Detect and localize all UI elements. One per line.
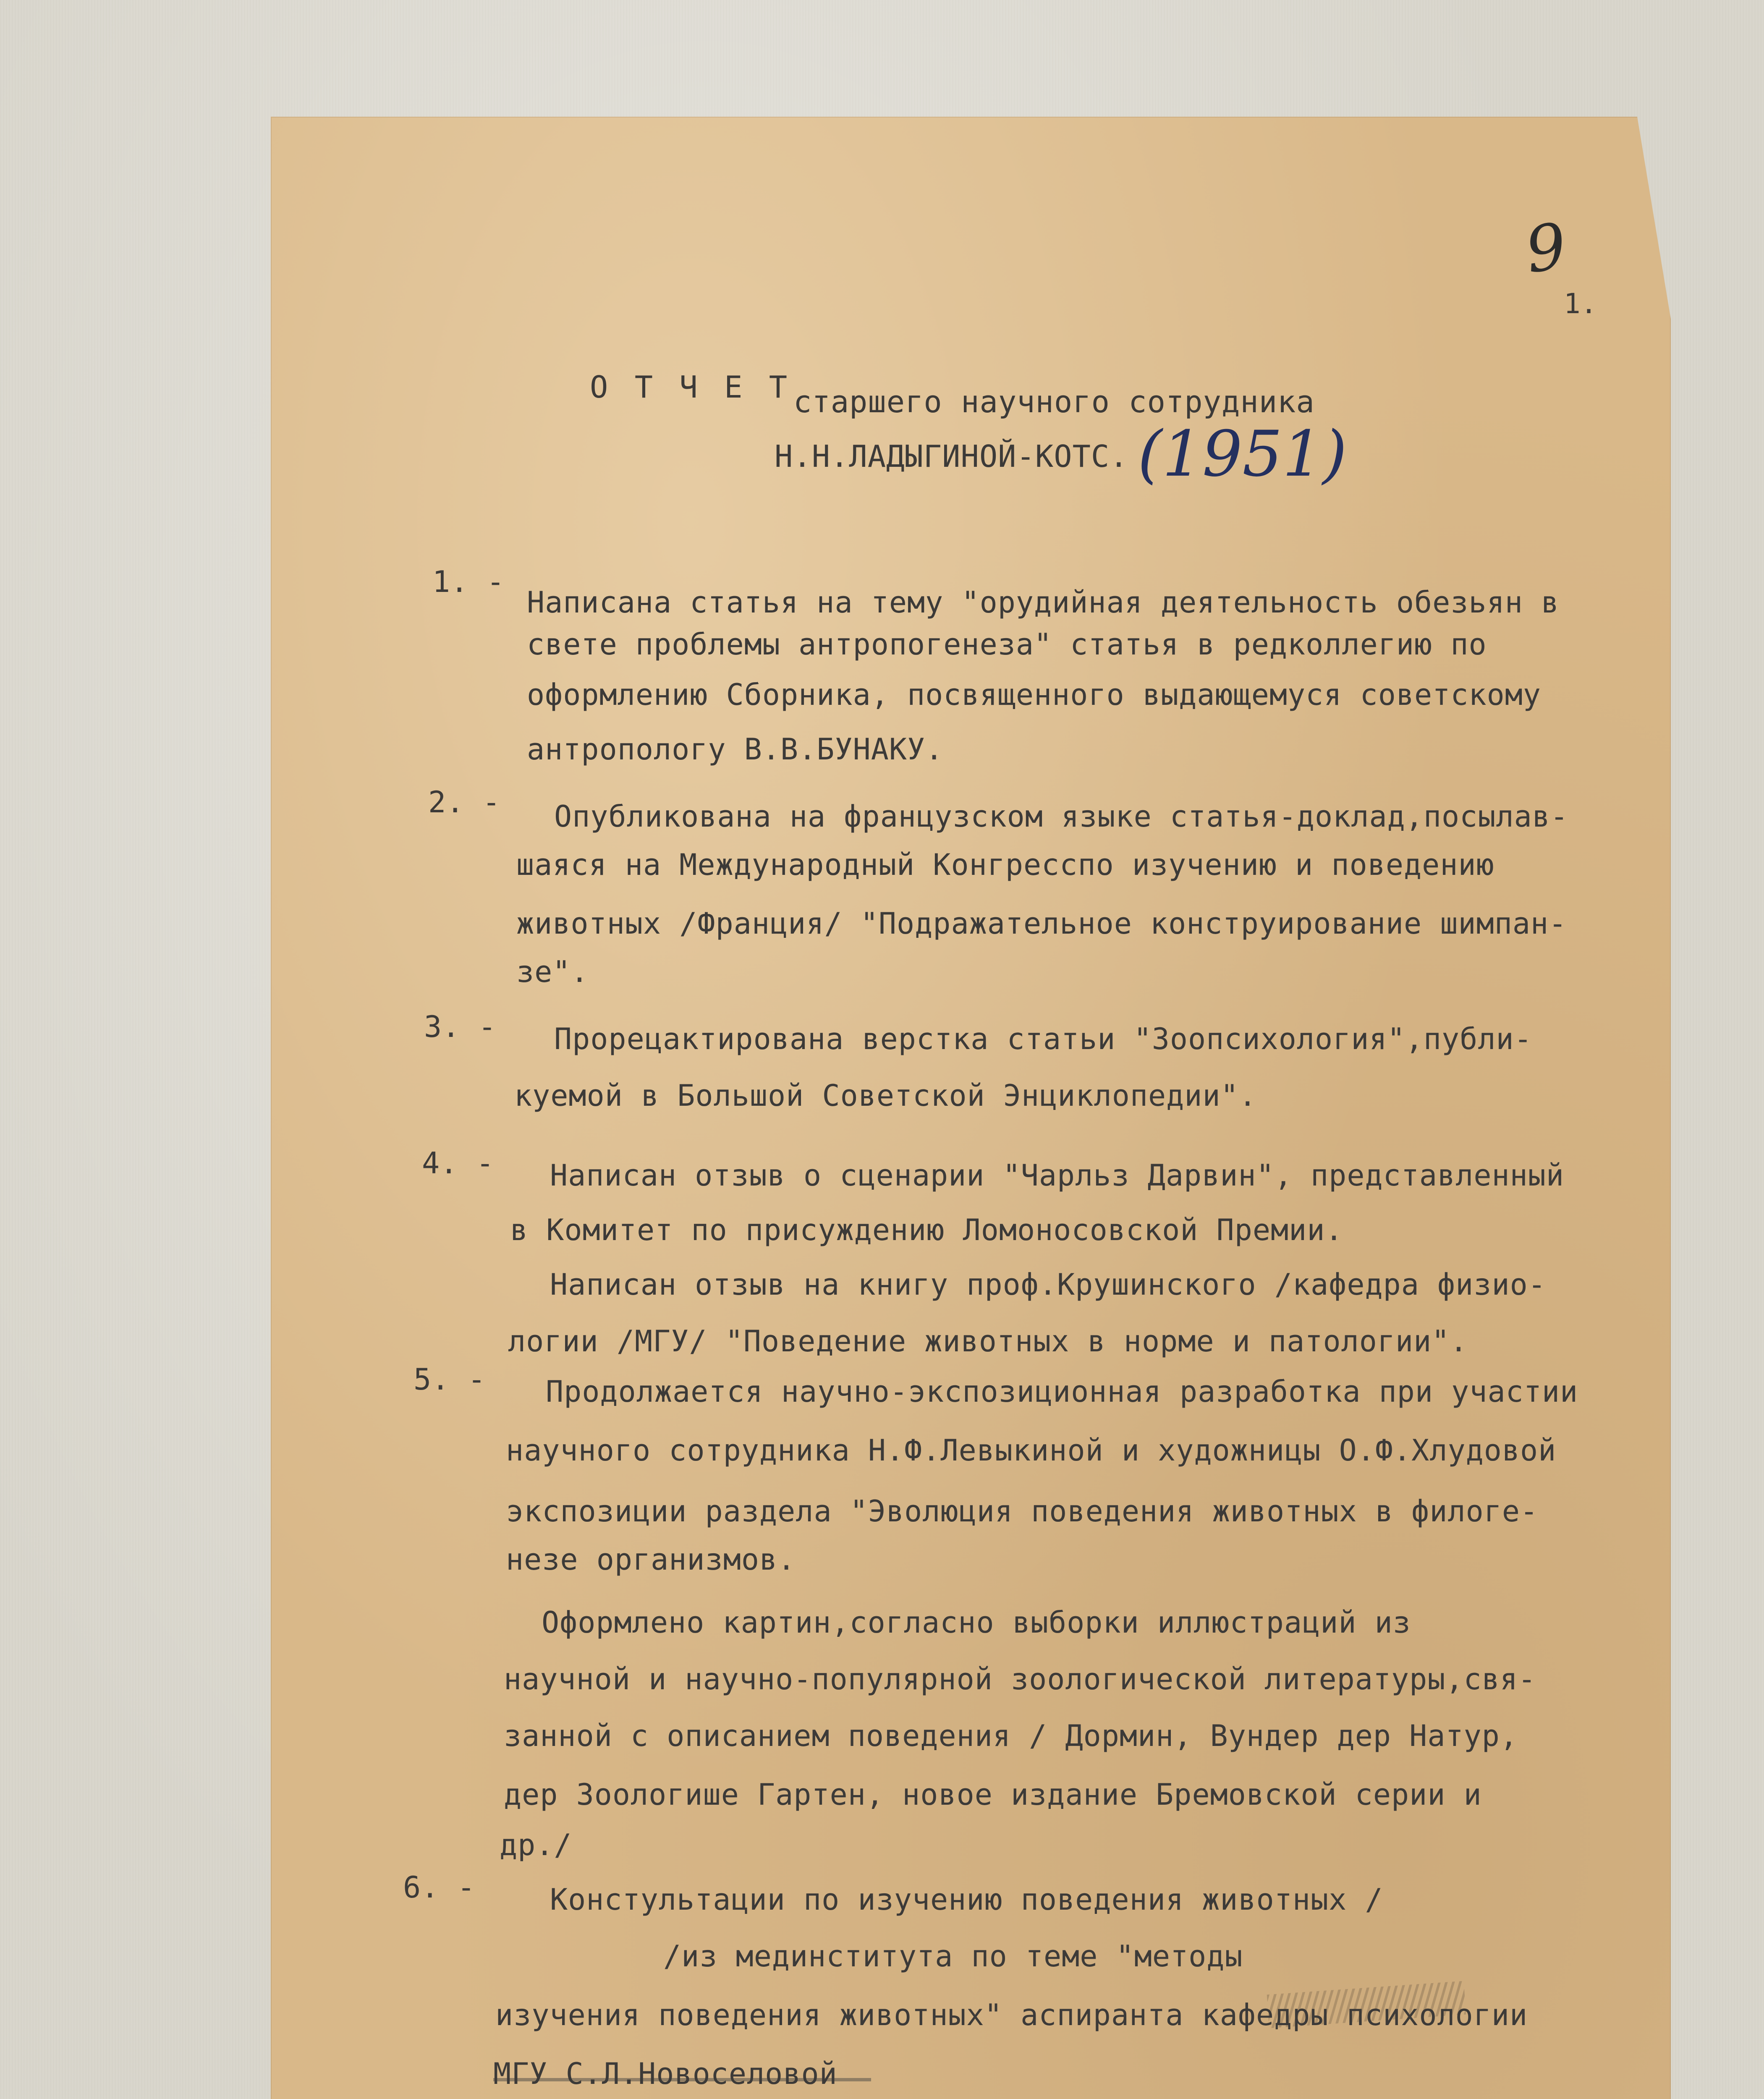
item-2-line-4: зе". [516,955,589,989]
item-1-line-4: антропологу В.В.БУНАКУ. [527,732,944,767]
item-6-number: 6. - [403,1870,476,1905]
item-4-number: 4. - [422,1146,495,1180]
item-2-line-1: Опубликована на французском языке статья-доклад,посылав- [554,799,1569,834]
item-4-line-1: Написан отзыв о сценарии "Чарльз Дарвин", представленный [550,1158,1565,1193]
item-3-line-2: куемой в Большой Советской Энциклопедии". [514,1078,1257,1113]
item-5-number: 5. - [414,1362,486,1397]
item-2-line-2: шаяся на Международный Конгресспо изучению и поведению [516,848,1494,882]
item-1-line-3: оформлению Сборника, посвященного выдающемуся советскому [527,678,1542,712]
item-5-line-7: занной с описанием поведения / Дормин, Вундер дер Натур, [504,1719,1518,1753]
handwritten-year: (1951) [1138,418,1347,491]
item-5-line-3: экспозиции раздела "Эволюция поведения животных в филоге- [506,1494,1539,1528]
item-5-line-4: незе организмов. [506,1542,796,1577]
title-report-word: О Т Ч Е Т [590,369,792,405]
folio-number: 9 [1521,209,1571,288]
item-4-line-3: Написан отзыв на книгу проф.Крушинского /кафедра физио- [550,1267,1546,1302]
item-5-line-2: научного сотрудника Н.Ф.Левыкиной и художницы О.Ф.Хлудовой [506,1433,1557,1468]
item-3-number: 3. - [424,1010,497,1044]
item-6-line-1: Констультации по изучению поведения животных / [550,1882,1383,1917]
title-name: Н.Н.ЛАДЫГИНОЙ-КОТС. [775,439,1128,474]
item-6-line-3: изучения поведения животных" аспиранта кафедры психологии [495,1998,1528,2032]
item-6-line-4: МГУ С.Л.Новоселовой [493,2057,838,2091]
item-5-line-6: научной и научно-популярной зоологической литературы,свя- [504,1662,1536,1696]
item-4-line-4: логии /МГУ/ "Поведение животных в норме и патологии". [508,1324,1468,1358]
item-1-line-1: Написана статья на тему "орудийная деятельность обезьян в [527,585,1560,620]
item-5-line-1: Продолжается научно-экспозиционная разработка при участии [546,1374,1578,1409]
item-2-number: 2. - [428,785,501,819]
item-1-line-2: свете проблемы антропогенеза" статья в редколлегию по [527,627,1487,662]
item-6-line-2: /из мединститута по теме "методы [663,1939,1243,1973]
item-5-line-5: Оформлено картин,согласно выборки иллюстраций из [542,1605,1411,1640]
item-3-line-1: Прорецактирована верстка статьи "Зоопсихология",публи- [554,1022,1532,1056]
item-5-line-8: дер Зоологише Гартен, новое издание Бремовской серии и [504,1777,1482,1812]
item-5-line-9: др./ [500,1828,572,1862]
page-number: 1. [1564,288,1597,320]
item-2-line-3: животных /Франция/ "Подражательное конструирование шимпан- [516,906,1567,941]
item-4-line-2: в Комитет по присуждению Ломоносовской Премии. [510,1213,1343,1247]
title-subject: старшего научного сотрудника [793,384,1315,419]
item-1-number: 1. - [432,565,505,599]
